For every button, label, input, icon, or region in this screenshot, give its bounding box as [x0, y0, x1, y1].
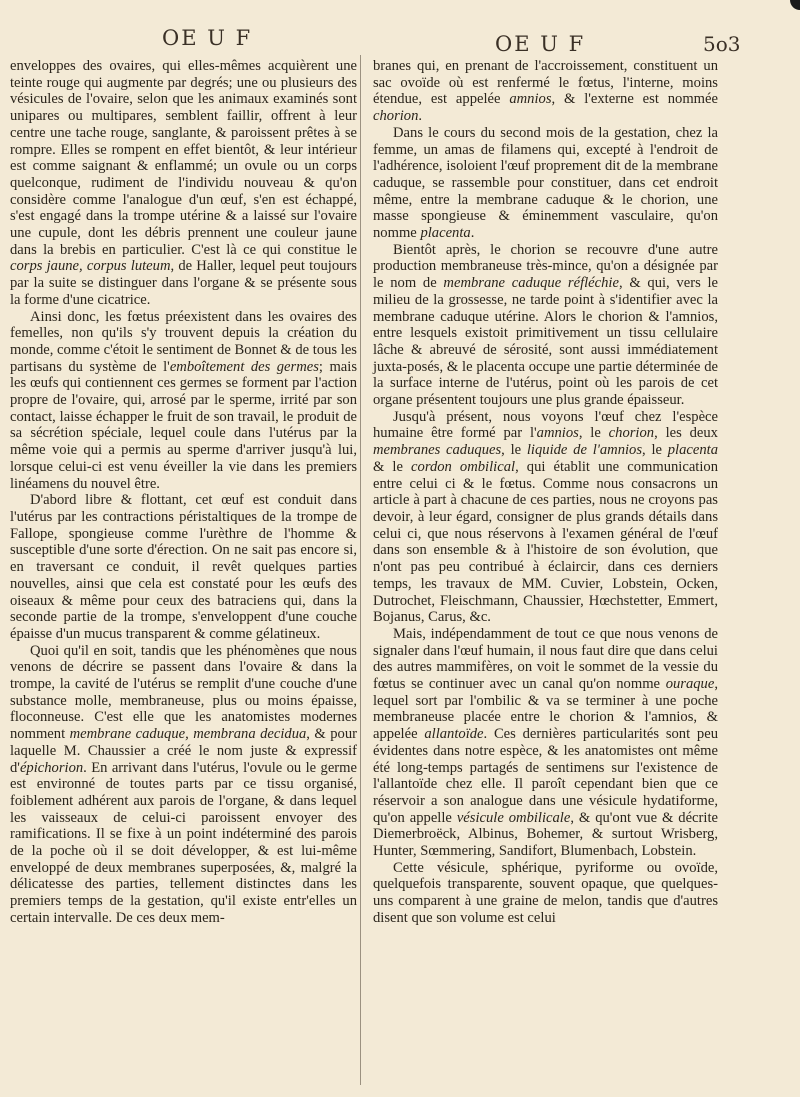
right-column: [373, 58, 718, 927]
paragraph: [373, 626, 718, 860]
italic-term: ouraque: [665, 676, 715, 693]
text-run: , qui établit une communication entre celui ci & le fœtus. Comme nous consacrons un article à part à chacune de ces parties, nous ne croyons pas devoir, à leur égard, consigner de plus grands détails dans celui ci, que nous réservons à l'examen général de l'œuf dans son ensemble & à l'histoire de son évolution, que n'ont pas peu contribué à éclaircir, dans ces derniers temps, les travaux de MM. Cuvier, Lobstein, Ocken, Dutrochet, Fleischmann, Chaussier, Hœchstetter, Emmert, Bojanus, Carus, &c.: [373, 458, 719, 626]
text-run: , & l'externe est nommée: [551, 91, 718, 108]
italic-term: allantoïde: [424, 726, 484, 743]
text-run: , le: [501, 442, 527, 459]
text-run: , le: [642, 442, 668, 459]
page-corner-mark: [790, 0, 800, 10]
text-run: , lequel sort par l'ombilic & va se terminer à une poche membraneuse placée entre le chorion & l'amnios, & appelée: [373, 676, 718, 743]
text-run: , le: [578, 425, 609, 442]
italic-term: chorion: [373, 108, 419, 125]
text-run: Ainsi donc, les fœtus préexistent dans les ovaires des femelles, non qu'ils s'y trouvent depuis la création du monde, comme c'étoit le sentiment de Bonnet & de tous les partisans du système de l': [10, 308, 357, 375]
text-run: . Ces dernières particularités sont peu évidentes dans notre espèce, & les anatomistes ont même été long-temps partagés de sentimens sur l'existence de l'allantoïde chez elle. Il paroît cependant bien que ce réservoir a son analogue dans une vésicule hydatiforme, qu'on appelle: [373, 726, 718, 826]
text-run: branes qui, en prenant de l'accroissement, constituent un sac ovoïde où est renfermé le fœtus, l'interne, moins étendue, est appelée: [373, 58, 718, 108]
left-running-head: OE U F: [162, 26, 253, 50]
paragraph: [373, 58, 718, 125]
paragraph: [10, 643, 357, 927]
text-run: Cette vésicule, sphérique, pyriforme ou ovoïde, quelquefois transparente, souvent opaque, que quelques-uns comparent à une graine de melon, tandis que d'autres disent que son volume est celui: [373, 859, 718, 926]
italic-term: épichorion: [19, 759, 84, 776]
paragraph: [373, 242, 718, 409]
text-run: , & pour laquelle M. Chaussier a créé le nom juste & expressif d': [10, 726, 357, 776]
italic-term: cordon ombilical: [411, 458, 516, 475]
paragraph: [373, 409, 718, 626]
text-run: Quoi qu'il en soit, tandis que les phénomènes que nous venons de décrire se passent dans l'ovaire & dans la trompe, la cavité de l'utérus se remplit d'une couche d'une substance molle, membraneuse, plus ou moins épaisse, floconneuse. C'est elle que les anatomistes modernes nomment: [10, 642, 357, 743]
text-run: .: [470, 225, 475, 242]
italic-term: liquide de l'amnios: [526, 442, 643, 459]
text-run: D'abord libre & flottant, cet œuf est conduit dans l'utérus par les contractions péristaltiques de la trompe de Fallope, spongieuse comme l'urèthre de l'homme & susceptible d'une sorte d'érection. On ne sait pas encore si, en traversant ce conduit, il revêt quelques parties nouvelles, ainsi que cela est constaté pour les œufs des oiseaux & même pour ceux des batraciens qui, dans la seconde partie de la trompe, s'enveloppent d'une couche épaisse d'un mucus transparent & comme gélatineux.: [10, 492, 357, 642]
right-running-head: OE U F: [495, 32, 586, 56]
italic-term: placenta: [667, 442, 719, 459]
text-run: . En arrivant dans l'utérus, l'ovule ou le germe est environné de toutes parts par ce tissu organisé, foiblement adhérent aux parois de l'organe, & dans lequel les vaisseaux de celui-ci paroissent envoyer des ramifications. Il se fixe à un point indéterminé des parois de la poche où il se doit développer, & est lui-même enveloppé de deux membranes superposées, &, malgré la délicatesse des parties, tellement distinctes dans les premiers temps de la gestation, qu'il existe entr'elles un certain intervalle. De ces deux mem-: [10, 759, 357, 926]
italic-term: corps jaune, corpus luteum: [10, 258, 171, 275]
italic-term: emboîtement des germes: [169, 358, 319, 375]
paragraph: [10, 492, 357, 642]
text-run: Dans le cours du second mois de la gestation, chez la femme, un amas de filamens qui, excepté à l'endroit de l'adhérence, isoloient l'œuf proprement dit de la membrane caduque, se rassemble pour constituer, dans cet endroit même, entre la membrane caduque & le chorion, une masse spongieuse & éminemment vasculaire, qu'on nomme: [373, 124, 718, 242]
italic-term: amnios: [536, 425, 579, 442]
italic-term: membrane caduque, membrana decidua: [69, 726, 307, 743]
italic-term: vésicule ombilicale: [456, 809, 571, 826]
italic-term: placenta: [420, 225, 471, 242]
running-header: [0, 26, 800, 56]
text-run: enveloppes des ovaires, qui elles-mêmes acquièrent une teinte rouge qui augmente par degrés; une ou plusieurs des vésicules de l'ovaire, selon que les animaux examinés sont unipares ou multipares, semblent faillir, offrent à leur centre une tache rouge, sanglante, & paroissent prêtes à se rompre. Elles se rompent en effet bientôt, & leur intérieur est comme saignant & enflammé; un ovule ou un corps quelconque, rudiment de l'individu nouveau & qu'on considère comme l'analogue d'un œuf, s'en est échappé, s'est engagé dans la trompe utérine & a laissé sur l'ovaire une cupule, dont les débris prennent une couleur jaune dans la brebis en particulier. C'est là ce qui constitue le: [10, 58, 357, 258]
text-run: ; mais les œufs qui contiennent ces germes se forment par l'action propre de l'ovaire, qui, arrosé par le sperme, irrité par son contact, laisse échapper le fruit de son travail, le produit de sa sécrétion spéciale, lequel coule dans l'utérus par la même voie qui a permis au sperme d'arriver jusqu'à lui, lorsque celui-ci est venu éveiller la vie dans les premiers linéamens du nouvel être.: [10, 358, 358, 492]
text-run: , & qui, vers le milieu de la grossesse, ne tarde point à s'identifier avec la membrane caduque utérine. Alors le chorion & l'amnios, entre lesquels existoit primitivement un tissu cellulaire lâche & abreuvé de sérosité, sont aussi immédiatement juxta-posés, & le placenta occupe une partie déterminée de la surface interne de l'utérus, point où les parois de cet organe présentent toujours une plus grande épaisseur.: [373, 275, 718, 409]
page-number: 5o3: [703, 32, 741, 56]
text-run: Bientôt après, le chorion se recouvre d'une autre production membraneuse très-mince, qu'on a désignée par le nom de: [373, 241, 718, 292]
text-run: .: [418, 108, 423, 125]
italic-term: membranes caduques: [373, 442, 502, 459]
left-column: [10, 58, 357, 927]
text-run: , les deux: [654, 425, 718, 442]
italic-term: amnios: [509, 91, 552, 108]
text-run: Jusqu'à présent, nous voyons l'œuf chez l'espèce humaine être formé par l': [373, 408, 718, 442]
column-divider: [360, 55, 361, 1085]
paragraph: [10, 58, 357, 309]
text-run: , & qu'ont vue & décrite Diemerbroëck, Albinus, Bohemer, & surtout Wrisberg, Hunter, Sœmmering, Sandifort, Blumenbach, Lobstein.: [373, 809, 718, 860]
italic-term: membrane caduque réfléchie: [443, 275, 619, 292]
italic-term: chorion: [608, 425, 655, 442]
text-run: Mais, indépendamment de tout ce que nous venons de signaler dans l'œuf humain, il nous faut dire que dans celui des autres mammifères, on voit le sommet de la vessie du fœtus se continuer avec un canal qu'on nomme: [373, 625, 718, 693]
text-run: , de Haller, lequel peut toujours par la suite se distinguer dans l'organe & se présente sous la forme d'une cicatrice.: [10, 258, 357, 308]
text-run: & le: [373, 458, 412, 475]
paragraph: [373, 125, 718, 242]
paragraph: [373, 860, 718, 927]
paragraph: [10, 309, 357, 493]
